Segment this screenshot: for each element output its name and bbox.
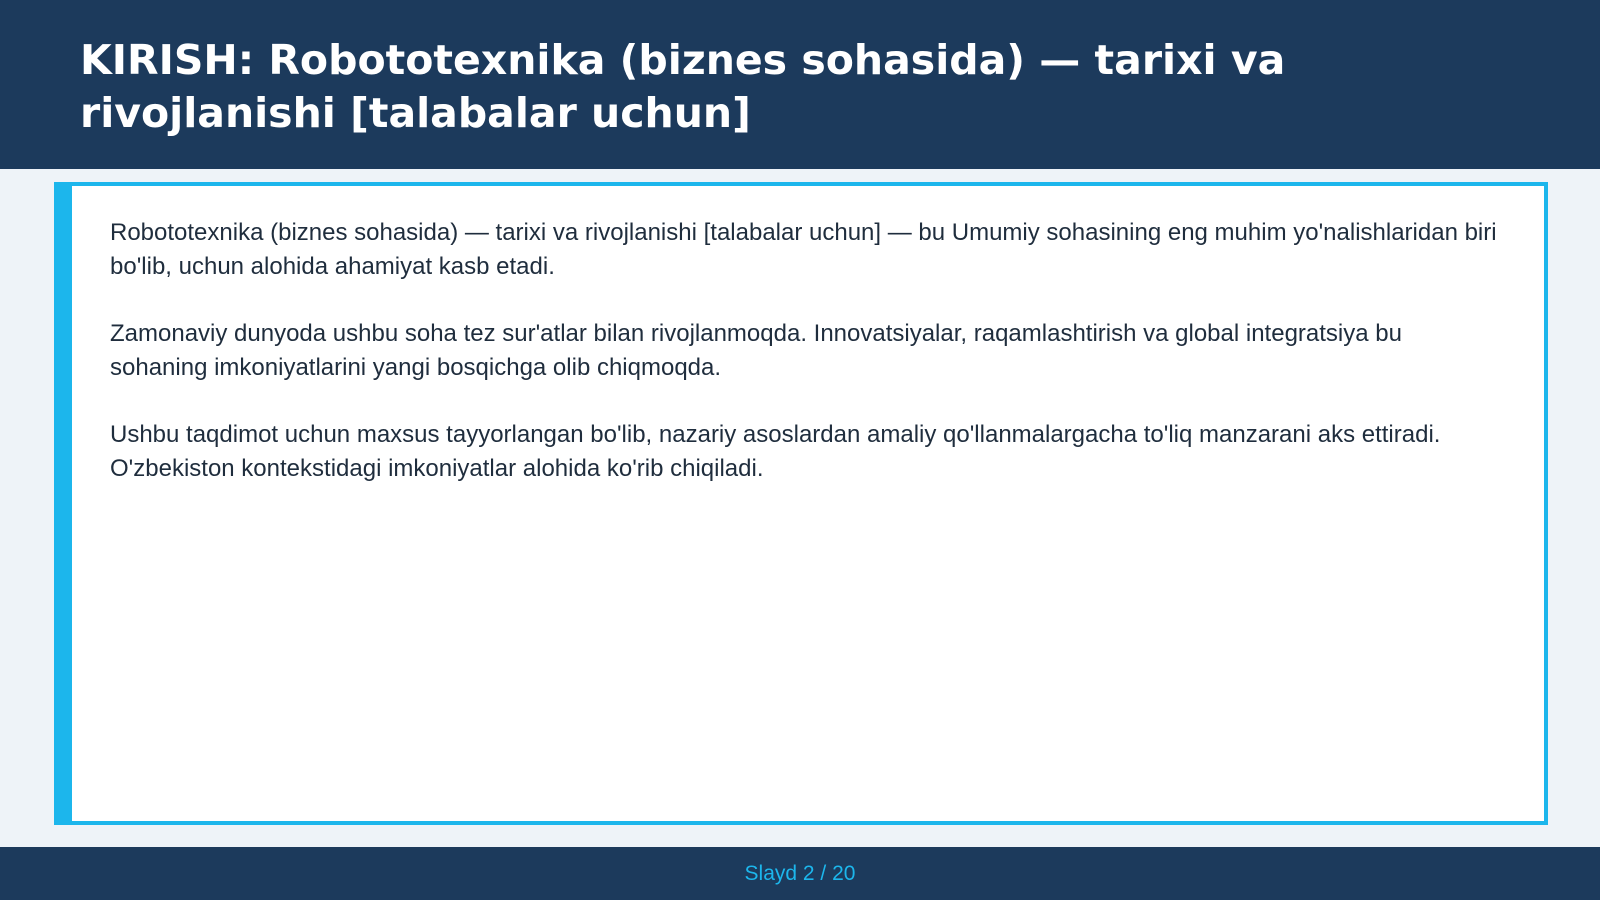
content-panel xyxy=(54,182,1548,825)
slide-title: KIRISH: Robototexnika (biznes sohasida) — tarixi va rivojlanishi [talabalar uchun] xyxy=(80,36,1286,137)
modern-world-paragraph: Zamonaviy dunyoda ushbu soha tez sur'atlar bilan rivojlanmoqda. Innovatsiyalar, raqamlashtirish va global integratsiya bu sohaning imkoniyatlarini yangi bosqichga olib chiqmoqda. xyxy=(110,320,1402,381)
slide-header xyxy=(0,0,1600,169)
presentation-purpose-paragraph: Ushbu taqdimot uchun maxsus tayyorlangan bo'lib, nazariy asoslardan amaliy qo'llanmalargacha to'liq manzarani aks ettiradi. O'zbekiston kontekstidagi imkoniyatlar alohida ko'rib chiqiladi. xyxy=(110,421,1441,482)
slide-footer xyxy=(0,847,1600,900)
intro-paragraph: Robototexnika (biznes sohasida) — tarixi va rivojlanishi [talabalar uchun] — bu Umumiy sohasining eng muhim yo'nalishlaridan biri bo'lib, uchun alohida ahamiyat kasb etadi. xyxy=(110,219,1497,280)
slide-counter: Slayd 2 / 20 xyxy=(744,861,856,885)
